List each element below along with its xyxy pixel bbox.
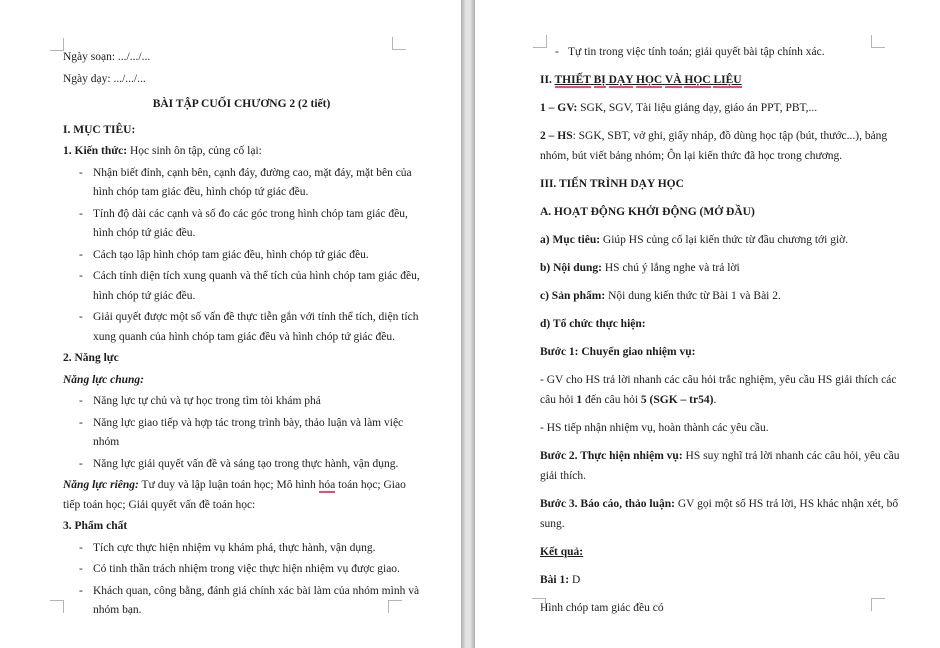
misspelled-word: BỊ	[593, 74, 606, 86]
misspelled-word: VÀ	[664, 74, 682, 86]
bullet-item	[63, 582, 420, 621]
text-run: c) Sản phẩm:	[540, 290, 606, 302]
text-run: Năng lực tự chủ và tự học trong tìm tòi khám phá	[93, 395, 321, 407]
text-run: đến câu hỏi	[582, 394, 641, 406]
page-left	[0, 0, 461, 648]
text-run: Cách tạo lập hình chóp tam giác đều, hình chóp tứ giác đều.	[93, 248, 369, 261]
page-right	[475, 0, 940, 648]
bullet-item	[63, 414, 420, 453]
text-run: Năng lực giải quyết vấn đề và sáng tạo trong thực hành, vận dụng.	[93, 457, 399, 470]
text-run: hóa	[318, 479, 336, 491]
text-run: - GV cho HS trả lời nhanh các câu hỏi trắc nghiệm, yêu cầu HS giải thích các câu hỏi	[540, 374, 897, 406]
text-run: Tự tin trong việc tính toán; giải quyết bài tập chính xác.	[568, 46, 825, 58]
bullet-item	[63, 560, 420, 580]
paragraph	[540, 202, 905, 222]
text-run: 2 – HS	[540, 130, 573, 142]
paragraph	[540, 98, 905, 118]
crop-mark-bottom-right-page2	[871, 598, 885, 611]
text-run: Nhận biết đỉnh, cạnh bên, cạnh đáy, đường cao, mặt đáy, mặt bên của hình chóp tam giác đều, hình chóp tứ giác đều.	[93, 166, 412, 198]
paragraph	[540, 418, 905, 438]
text-run: Kết quả:	[540, 546, 584, 558]
paragraph	[540, 70, 905, 90]
paragraph	[63, 142, 420, 162]
bullet-dash: -	[79, 416, 83, 429]
text-run: Hình chóp tam giác đều có	[540, 602, 664, 614]
text-run: Ngày dạy: .../.../...	[63, 72, 146, 85]
misspelled-word: HỌC	[684, 74, 711, 86]
text-run: SGK, SGV, Tài liệu giảng dạy, giáo án PPT, PBT,...	[577, 102, 818, 114]
text-run: D	[569, 574, 581, 586]
text-run: Bước 2. Thực hiện nhiệm vụ:	[540, 450, 683, 462]
bullet-dash: -	[79, 270, 83, 282]
text-run: Bước 1: Chuyển giao nhiệm vụ:	[540, 346, 696, 358]
bullet-dash: -	[79, 248, 83, 261]
paragraph	[540, 570, 905, 590]
text-run: 1	[576, 394, 583, 406]
bullet-item	[63, 164, 420, 203]
paragraph	[63, 48, 420, 68]
text-run: Có tinh thần trách nhiệm trong việc thực hiện nhiệm vụ được giao.	[93, 563, 400, 575]
text-run: d) Tổ chức thực hiện:	[540, 318, 646, 330]
bullet-dash: -	[79, 563, 83, 575]
paragraph	[63, 349, 420, 369]
text-run: Giải quyết được một số vấn đề thực tiễn gắn với tính thể tích, diện tích xung quanh của hình chóp tam giác đều và hình chóp tứ giác đều.	[93, 311, 419, 343]
text-run: 1. Kiến thức:	[63, 145, 128, 157]
page-right-content	[475, 0, 940, 618]
text-run: Tư duy và lập luận toán học; Mô hình	[138, 479, 319, 491]
bullet-dash: -	[79, 311, 83, 323]
paragraph	[540, 258, 905, 278]
text-run: Ngày soạn: .../.../...	[63, 51, 151, 63]
crop-mark-top-right-page1	[392, 37, 406, 50]
document-title	[63, 95, 420, 115]
paragraph	[63, 70, 420, 90]
text-run: Khách quan, công bằng, đánh giá chính xác bài làm của nhóm mình và nhóm bạn.	[93, 584, 420, 616]
misspelled-word: LIỆU	[713, 74, 742, 86]
text-run: b) Nội dung:	[540, 262, 602, 274]
text-run	[555, 74, 742, 88]
crop-mark-top-left-page1	[50, 38, 64, 51]
text-run: Năng lực riêng:	[63, 479, 139, 491]
bullet-item	[63, 455, 420, 475]
text-run: 3. Phẩm chất	[63, 520, 128, 532]
paragraph	[63, 371, 420, 391]
text-run: toán học; Giao tiếp toán học; Giải quyết vấn đề toán học:	[63, 479, 406, 511]
paragraph	[540, 230, 905, 250]
misspelled-word: THIẾT	[554, 74, 591, 86]
text-run: II.	[540, 74, 555, 86]
text-run: Bài 1:	[540, 574, 570, 586]
crop-mark-bottom-left-page1	[50, 600, 64, 613]
text-run: 2. Năng lực	[63, 352, 119, 364]
text-run: Năng lực giao tiếp và hợp tác trong trình bày, thảo luận và làm việc nhóm	[93, 416, 404, 448]
bullet-dash: -	[79, 584, 83, 597]
text-run: Nội dung kiến thức từ Bài 1 và Bài 2.	[605, 290, 781, 302]
bullet-dash: -	[79, 395, 83, 407]
text-run: a) Mục tiêu:	[540, 234, 601, 246]
text-run: 1 – GV:	[540, 102, 578, 114]
crop-mark-bottom-right-page1	[388, 600, 402, 613]
bullet-item	[63, 246, 420, 266]
crop-mark-top-right-page2	[871, 35, 885, 48]
paragraph	[540, 126, 905, 166]
paragraph	[63, 476, 420, 515]
text-run: HS chú ý lắng nghe và trả lời	[602, 262, 740, 274]
bullet-dash: -	[79, 166, 83, 179]
paragraph	[540, 494, 905, 534]
text-run: .	[713, 394, 717, 406]
bullet-item	[540, 42, 905, 62]
text-run: BÀI TẬP CUỐI CHƯƠNG 2 (2 tiết)	[152, 98, 331, 110]
text-run: Tích cực thực hiện nhiệm vụ khám phá, thực hành, vận dụng.	[93, 541, 376, 554]
bullet-dash: -	[79, 207, 83, 220]
paragraph	[540, 446, 905, 486]
text-run: : SGK, SBT, vở ghi, giấy nháp, đồ dùng học tập (bút, thước...), bảng nhóm, bút viết bảng nhóm; Ôn lại kiến thức đã học trong chương.	[540, 130, 888, 162]
paragraph	[540, 542, 905, 562]
text-run: Năng lực chung:	[63, 373, 145, 386]
text-run: Bước 3. Báo cáo, thảo luận:	[540, 498, 675, 510]
paragraph	[540, 342, 905, 362]
text-run: 5 (SGK – tr54)	[640, 394, 714, 406]
bullet-item	[63, 267, 420, 306]
paragraph	[540, 174, 905, 194]
bullet-item	[63, 308, 420, 347]
page-gap-divider	[461, 0, 475, 648]
text-run: Tính độ dài các cạnh và số đo các góc trong hình chóp tam giác đều, hình chóp tứ giác đều.	[93, 207, 408, 239]
text-run: GV gọi một số HS trả lời, HS khác nhận xét, bổ sung.	[540, 498, 899, 530]
paragraph	[63, 517, 420, 537]
text-run: Học sinh ôn tập, củng cố lại:	[127, 145, 262, 157]
text-run: Giúp HS củng cố lại kiến thức từ đầu chương tới giờ.	[600, 234, 849, 246]
paragraph	[540, 286, 905, 306]
text-run: HS suy nghĩ trả lời nhanh các câu hỏi, yêu cầu giải thích.	[540, 450, 900, 482]
text-run: III. TIẾN TRÌNH DẠY HỌC	[540, 178, 684, 190]
paragraph	[540, 314, 905, 334]
bullet-dash: -	[79, 457, 83, 470]
text-run: - HS tiếp nhận nhiệm vụ, hoàn thành các yêu cầu.	[540, 422, 769, 434]
paragraph	[63, 121, 420, 141]
text-run: Cách tính diện tích xung quanh và thể tích của hình chóp tam giác đều, hình chóp tứ giác đều.	[93, 270, 420, 302]
text-run: A. HOẠT ĐỘNG KHỞI ĐỘNG (MỞ ĐẦU)	[540, 206, 755, 218]
bullet-item	[63, 205, 420, 244]
bullet-dash: -	[79, 541, 83, 554]
crop-mark-bottom-left-page2	[532, 598, 546, 611]
misspelled-word: DẠY	[608, 74, 634, 86]
text-run: I. MỤC TIÊU:	[63, 123, 136, 136]
crop-mark-top-left-page2	[533, 35, 547, 48]
misspelled-word: HỌC	[636, 74, 663, 86]
paragraph	[540, 598, 905, 618]
page-left-content	[0, 0, 461, 621]
bullet-dash: -	[555, 46, 559, 58]
bullet-item	[63, 539, 420, 559]
bullet-item	[63, 392, 420, 412]
paragraph	[540, 370, 905, 410]
